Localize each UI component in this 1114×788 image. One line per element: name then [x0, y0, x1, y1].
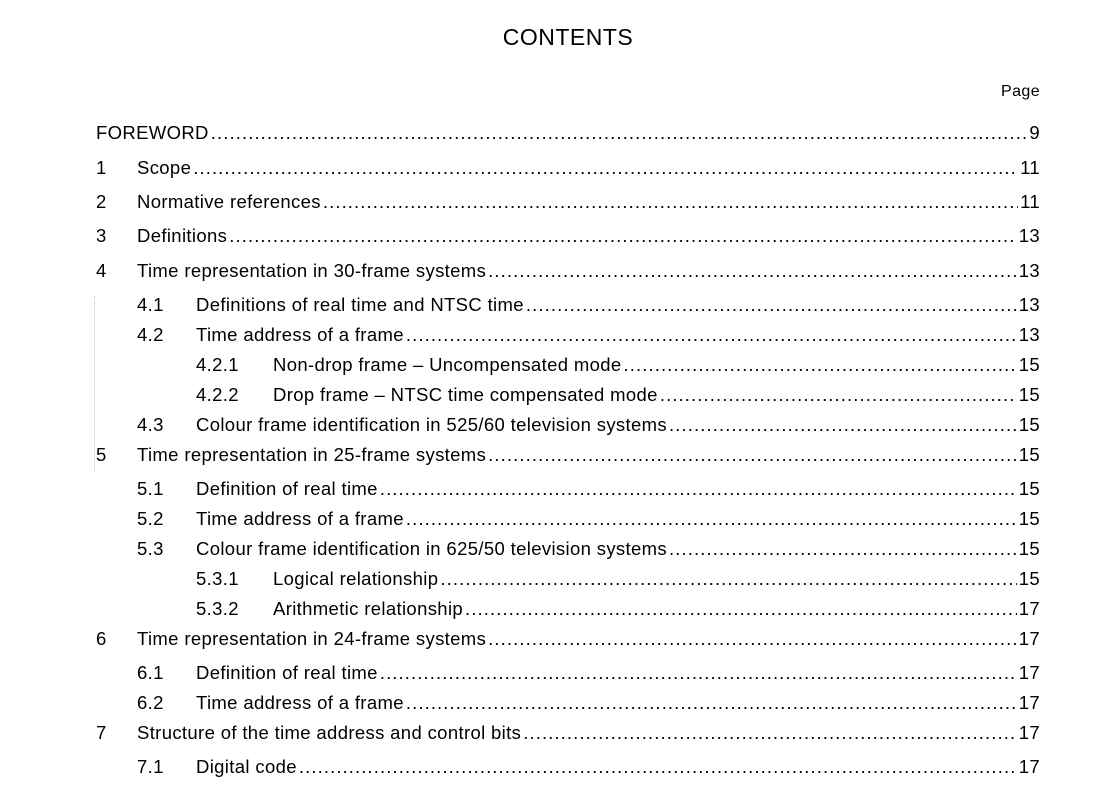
- toc-entry-number: 5.3: [137, 538, 164, 559]
- toc-entry-page-number: 13: [1018, 324, 1040, 345]
- dot-leader: [624, 354, 1017, 376]
- dot-leader: [523, 722, 1016, 744]
- toc-entry-number: 3: [96, 225, 107, 246]
- toc-entry[interactable]: [96, 414, 1040, 438]
- dot-leader: [380, 662, 1017, 684]
- toc-entry-number: 4.2.1: [196, 354, 239, 375]
- dot-leader: [193, 157, 1018, 179]
- dot-leader: [299, 756, 1017, 778]
- toc-entry-page-number: 15: [1018, 538, 1040, 559]
- dot-leader: [406, 508, 1017, 530]
- dot-leader: [406, 692, 1017, 714]
- dot-leader: [406, 324, 1017, 346]
- toc-entry-page-number: 17: [1018, 692, 1040, 713]
- toc-entry-title: Colour frame identification in 525/60 television systems: [196, 414, 668, 435]
- toc-entry-number: 4.2.2: [196, 384, 239, 405]
- toc-entry[interactable]: [96, 225, 1040, 249]
- dot-leader: [323, 191, 1018, 213]
- toc-entry-title: Logical relationship: [273, 568, 439, 589]
- toc-entry-page-number: 13: [1018, 260, 1040, 281]
- dot-leader: [669, 414, 1017, 436]
- toc-entry-number: 5.3.1: [196, 568, 239, 589]
- toc-entry[interactable]: [96, 478, 1040, 502]
- toc-entry[interactable]: [96, 722, 1040, 746]
- toc-entry-title: Definition of real time: [196, 662, 378, 683]
- toc-entry-number: 4.3: [137, 414, 164, 435]
- toc-entry-number: 2: [96, 191, 107, 212]
- dot-leader: [660, 384, 1017, 406]
- toc-entry-title: Time representation in 25-frame systems: [137, 444, 487, 465]
- toc-entry[interactable]: [96, 324, 1040, 348]
- toc-entry-page-number: 15: [1018, 444, 1040, 465]
- toc-entry-page-number: 15: [1018, 354, 1040, 375]
- toc-entry-title: Definition of real time: [196, 478, 378, 499]
- toc-entry-number: 5: [96, 444, 107, 465]
- toc-entry-title: Normative references: [137, 191, 321, 212]
- toc-entry-title: Drop frame – NTSC time compensated mode: [273, 384, 658, 405]
- toc-entry-title: Time representation in 30-frame systems: [137, 260, 487, 281]
- toc-entry[interactable]: [96, 122, 1040, 146]
- toc-entry-page-number: 15: [1018, 478, 1040, 499]
- toc-entry-number: 4.2: [137, 324, 164, 345]
- toc-entry-number: 6.2: [137, 692, 164, 713]
- contents-heading: CONTENTS: [502, 24, 634, 50]
- dot-leader: [211, 122, 1028, 144]
- toc-entry-number: 7: [96, 722, 107, 743]
- toc-entry[interactable]: [96, 508, 1040, 532]
- toc-entry-page-number: 17: [1018, 662, 1040, 683]
- toc-entry-page-number: 15: [1018, 414, 1040, 435]
- toc-entry-title: Time representation in 24-frame systems: [137, 628, 487, 649]
- toc-entry-title: Digital code: [196, 756, 297, 777]
- toc-entry-title: Definitions: [137, 225, 228, 246]
- dot-leader: [669, 538, 1017, 560]
- toc-entry-page-number: 17: [1018, 598, 1040, 619]
- toc-entry-title: Colour frame identification in 625/50 television systems: [196, 538, 668, 559]
- toc-entry-page-number: 15: [1018, 568, 1040, 589]
- toc-entry[interactable]: [96, 294, 1040, 318]
- toc-entry-page-number: 15: [1018, 384, 1040, 405]
- toc-entry-page-number: 11: [1020, 191, 1040, 212]
- toc-entry-number: 7.1: [137, 756, 164, 777]
- toc-entry[interactable]: [96, 191, 1040, 215]
- toc-entry[interactable]: [96, 444, 1040, 468]
- toc-entry-title: Time address of a frame: [196, 508, 404, 529]
- toc-entry[interactable]: [96, 354, 1040, 378]
- toc-entry[interactable]: [96, 662, 1040, 686]
- toc-entry-page-number: 13: [1018, 225, 1040, 246]
- toc-entry[interactable]: [96, 756, 1040, 780]
- dot-leader: [488, 628, 1017, 650]
- toc-entry[interactable]: [96, 538, 1040, 562]
- toc-entry-title: FOREWORD: [96, 122, 209, 143]
- toc-entry-page-number: 17: [1018, 756, 1040, 777]
- dot-leader: [465, 598, 1017, 620]
- dot-leader: [229, 225, 1016, 247]
- toc-entry-number: 6.1: [137, 662, 164, 683]
- page-column-label: Page: [1001, 83, 1040, 100]
- toc-entry-page-number: 13: [1018, 294, 1040, 315]
- toc-entry-page-number: 17: [1018, 628, 1040, 649]
- toc-entry-title: Time address of a frame: [196, 324, 404, 345]
- toc-entry-page-number: 15: [1018, 508, 1040, 529]
- dot-leader: [488, 444, 1017, 466]
- toc-entry-title: Non-drop frame – Uncompensated mode: [273, 354, 622, 375]
- toc-entry[interactable]: [96, 628, 1040, 652]
- toc-entry[interactable]: [96, 260, 1040, 284]
- toc-entry-page-number: 17: [1018, 722, 1040, 743]
- toc-entry-number: 4: [96, 260, 107, 281]
- toc-entry[interactable]: [96, 157, 1040, 181]
- toc-entry-title: Time address of a frame: [196, 692, 404, 713]
- dot-leader: [488, 260, 1017, 282]
- dot-leader: [440, 568, 1016, 590]
- toc-entry-page-number: 11: [1020, 157, 1040, 178]
- toc-entry-number: 6: [96, 628, 107, 649]
- toc-entry[interactable]: [96, 692, 1040, 716]
- dot-leader: [526, 294, 1017, 316]
- toc-entry-number: 5.2: [137, 508, 164, 529]
- toc-entry-title: Structure of the time address and control bits: [137, 722, 522, 743]
- toc-entry-number: 5.3.2: [196, 598, 239, 619]
- toc-entry[interactable]: [96, 598, 1040, 622]
- toc-entry[interactable]: [96, 384, 1040, 408]
- toc-entry-number: 5.1: [137, 478, 164, 499]
- toc-entry-title: Definitions of real time and NTSC time: [196, 294, 524, 315]
- toc-entry-number: 4.1: [137, 294, 164, 315]
- toc-entry-number: 1: [96, 157, 107, 178]
- toc-entry[interactable]: [96, 568, 1040, 592]
- dot-leader: [380, 478, 1017, 500]
- toc-entry-page-number: 9: [1029, 122, 1040, 143]
- toc-entry-title: Arithmetic relationship: [273, 598, 464, 619]
- toc-entry-title: Scope: [137, 157, 192, 178]
